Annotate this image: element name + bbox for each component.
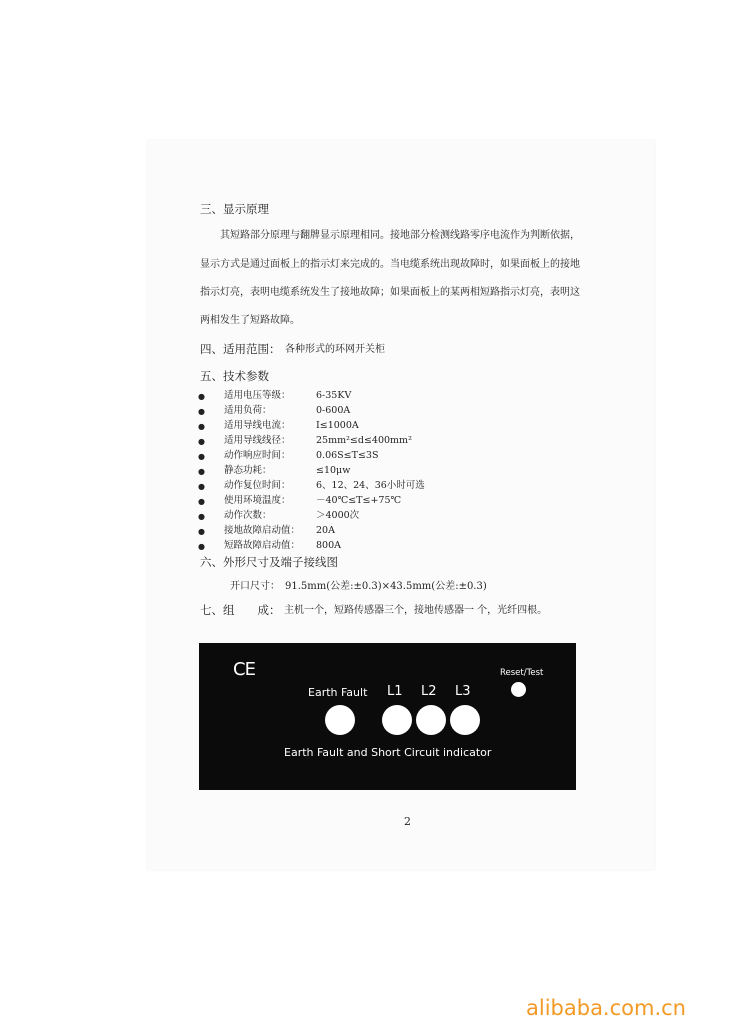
- bullet-icon: ●: [198, 452, 205, 461]
- spec-row: [198, 540, 598, 552]
- spec-label: 适用导线线径：: [224, 435, 291, 446]
- section-3-heading: 三、显示原理: [200, 202, 269, 216]
- earth-fault-led: [325, 705, 355, 735]
- spec-label: 适用导线电流：: [224, 420, 291, 431]
- section-7-text: 主机一个，短路传感器三个，接地传感器一 个，光纤四根。: [284, 605, 548, 616]
- spec-value: ≤10μw: [316, 465, 351, 476]
- section-6-heading: 六、外形尺寸及端子接线图: [200, 555, 338, 569]
- l1-led: [382, 705, 412, 735]
- bullet-icon: ●: [198, 527, 205, 536]
- bullet-icon: ●: [198, 422, 205, 431]
- alibaba-watermark: alibaba.com.cn: [526, 996, 686, 1020]
- spec-value: －40℃≤T≤+75℃: [316, 495, 402, 506]
- bullet-icon: ●: [198, 467, 205, 476]
- spec-label: 使用环境温度：: [224, 495, 291, 506]
- earth-fault-label: Earth Fault: [308, 686, 368, 699]
- spec-value: 0.06S≤T≤3S: [316, 450, 379, 461]
- spec-value: 0-600A: [316, 405, 351, 416]
- spec-value: I≤1000A: [316, 420, 359, 431]
- spec-row: [198, 435, 598, 447]
- spec-label: 接地故障启动值：: [224, 525, 301, 536]
- spec-value: ＞4000次: [316, 510, 360, 521]
- spec-row: [198, 495, 598, 507]
- spec-row: [198, 465, 598, 477]
- section-3-line-2: 显示方式是通过面板上的指示灯来完成的。当电缆系统出现故障时，如果面板上的接地: [200, 259, 580, 270]
- spec-label: 动作次数：: [224, 510, 272, 521]
- bullet-icon: ●: [198, 482, 205, 491]
- bullet-icon: ●: [198, 437, 205, 446]
- spec-label: 动作响应时间：: [224, 450, 291, 461]
- bullet-icon: ●: [198, 497, 205, 506]
- spec-row: [198, 525, 598, 537]
- l1-label: L1: [387, 684, 403, 699]
- section-3-line-4: 两相发生了短路故障。: [200, 315, 300, 326]
- spec-value: 6-35KV: [316, 390, 352, 401]
- page-number: 2: [404, 815, 411, 828]
- section-5-heading: 五、技术参数: [200, 369, 269, 383]
- section-3-line-1: 其短路部分原理与翻牌显示原理相同。接地部分检测线路零序电流作为判断依据，: [200, 230, 580, 241]
- bullet-icon: ●: [198, 542, 205, 551]
- reset-test-label: Reset/Test: [500, 668, 544, 678]
- bullet-icon: ●: [198, 407, 205, 416]
- spec-label: 短路故障启动值：: [224, 540, 301, 551]
- spec-row: [198, 420, 598, 432]
- reset-test-button[interactable]: [511, 682, 526, 697]
- spec-row: [198, 390, 598, 402]
- l3-led: [450, 705, 480, 735]
- panel-caption: Earth Fault and Short Circuit indicator: [284, 746, 492, 759]
- spec-value: 25mm²≤d≤400mm²: [316, 435, 412, 446]
- spec-label: 静态功耗：: [224, 465, 272, 476]
- section-4-text: 各种形式的环网开关柜: [285, 344, 385, 355]
- spec-row: [198, 510, 598, 522]
- spec-value: 800A: [316, 540, 341, 551]
- spec-label: 适用负荷：: [224, 405, 272, 416]
- l2-label: L2: [421, 684, 437, 699]
- ce-mark: CE: [233, 659, 255, 680]
- spec-row: [198, 480, 598, 492]
- section-3-line-3: 指示灯亮，表明电缆系统发生了接地故障；如果面板上的某两相短路指示灯亮，表明这: [200, 287, 580, 298]
- l3-label: L3: [455, 684, 471, 699]
- indicator-panel: [199, 643, 576, 790]
- opening-size: 开口尺寸： 91.5mm(公差:±0.3)×43.5mm(公差:±0.3): [230, 581, 487, 592]
- section-7-heading: 七、组 成：: [200, 603, 281, 617]
- spec-value: 20A: [316, 525, 335, 536]
- spec-value: 6、12、24、36小时可选: [316, 480, 425, 491]
- section-4-heading: 四、适用范围：: [200, 342, 281, 356]
- bullet-icon: ●: [198, 392, 205, 401]
- spec-row: [198, 450, 598, 462]
- spec-row: [198, 405, 598, 417]
- spec-label: 适用电压等级：: [224, 390, 291, 401]
- l2-led: [416, 705, 446, 735]
- spec-label: 动作复位时间：: [224, 480, 291, 491]
- bullet-icon: ●: [198, 512, 205, 521]
